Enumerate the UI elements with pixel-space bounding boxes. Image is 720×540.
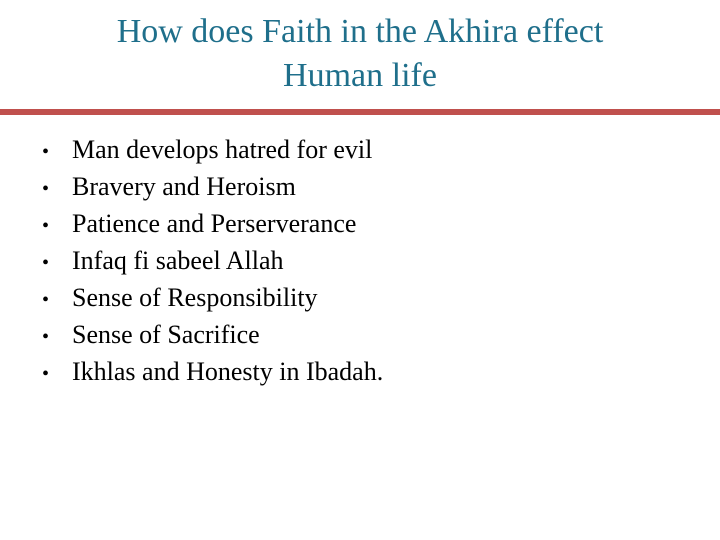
bullet-item — [42, 316, 682, 353]
bullet-dot-icon: • — [42, 215, 50, 237]
bullet-text: Sense of Sacrifice — [72, 320, 260, 349]
slide-title-line-1: How does Faith in the Akhira effect — [116, 13, 604, 50]
bullet-text: Bravery and Heroism — [72, 172, 296, 201]
bullet-text: Patience and Perserverance — [72, 209, 357, 238]
bullet-list — [42, 131, 682, 390]
bullet-dot-icon: • — [42, 326, 50, 348]
bullet-dot-icon: • — [42, 363, 50, 385]
bullet-text: Ikhlas and Honesty in Ibadah. — [72, 357, 384, 386]
bullet-item — [42, 353, 682, 390]
bullet-item — [42, 131, 682, 168]
slide-title-line-2: Human life — [283, 57, 437, 94]
bullet-text: Man develops hatred for evil — [72, 135, 373, 164]
title-divider — [0, 109, 720, 115]
bullet-dot-icon: • — [42, 178, 50, 200]
bullet-dot-icon: • — [42, 141, 50, 163]
bullet-text: Sense of Responsibility — [72, 283, 318, 312]
bullet-dot-icon: • — [42, 289, 50, 311]
slide-title — [30, 10, 690, 98]
bullet-dot-icon: • — [42, 252, 50, 274]
bullet-item — [42, 242, 682, 279]
bullet-item — [42, 168, 682, 205]
bullet-text: Infaq fi sabeel Allah — [72, 246, 284, 275]
bullet-item — [42, 279, 682, 316]
bullet-item — [42, 205, 682, 242]
